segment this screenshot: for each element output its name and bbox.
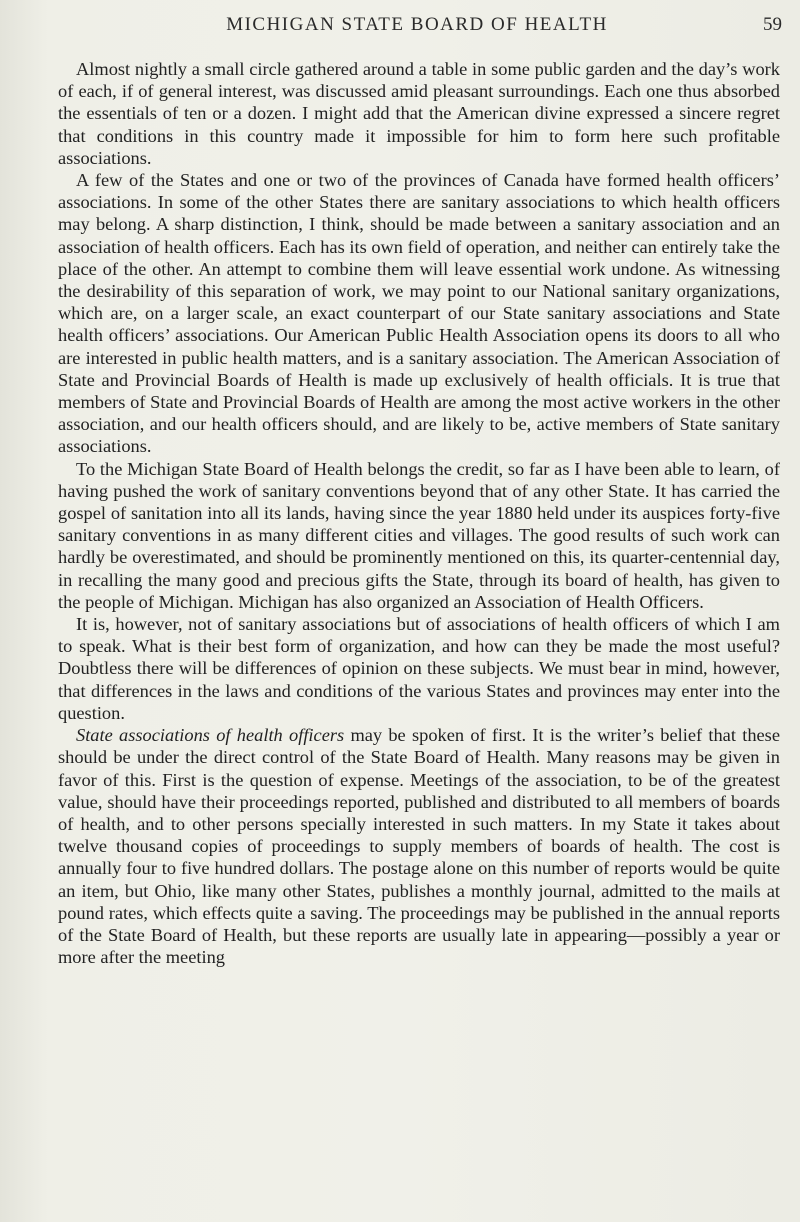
paragraph-2: A few of the States and one or two of the provinces of Canada have formed health officers’ associations. In some of the other States there are sanitary associations to which health officers may belong. A sharp distinction, I think, should be made between a sanitary association and an association of health officers. Each has its own field of operation, and neither can entirely take the place of the other. An attempt to combine them will leave essential work undone. As witnessing the desirability of this separation of work, we may point to our National sanitary organizations, which are, on a larger scale, an exact counterpart of our State sanitary associations and State health officers’ associations. Our American Public Health Association opens its doors to all who are interested in public health matters, and is a sanitary association. The American Association of State and Provincial Boards of Health is made up exclusively of health officials. It is true that members of State and Provincial Boards of Health are among the most active workers in the other association, and our health officers should, and are likely to be, active members of State sanitary associations. xyxy=(58,170,780,457)
body-text xyxy=(58,58,780,968)
paragraph-5 xyxy=(58,724,780,968)
page-number: 59 xyxy=(763,14,782,35)
italic-lead-phrase: State associations of health officers xyxy=(76,725,345,746)
page-header xyxy=(52,14,782,44)
paragraph-5-text: may be spoken of first. It is the writer’s belief that these should be under the direct control of the State Board of Health. Many reasons may be given in favor of this. First is the question of expense. Meetings of the association, to be of the greatest value, should have their proceedings reported, published and distributed to all members of boards of health, and to other persons specially interested in such matters. In my State it takes about twelve thousand copies of proceedings to supply members of boards of health. The cost is annually four to five hundred dollars. The postage alone on this number of reports would be quite an item, but Ohio, like many other States, publishes a monthly journal, admitted to the mails at pound rates, which effects quite a saving. The proceedings may be published in the annual reports of the State Board of Health, but these reports are usually late in appearing—possibly a year or more after the meeting xyxy=(58,725,780,968)
paragraph-3: To the Michigan State Board of Health belongs the credit, so far as I have been able to learn, of having pushed the work of sanitary conventions beyond that of any other State. It has carried the gospel of sanitation into all its lands, having since the year 1880 held under its auspices forty-five sanitary conventions in as many different cities and villages. The good results of such work can hardly be overestimated, and should be prominently mentioned on this, its quarter-centennial day, in recalling the many good and precious gifts the State, through its board of health, has given to the people of Michigan. Michigan has also organized an Association of Health Officers. xyxy=(58,458,780,612)
running-head: MICHIGAN STATE BOARD OF HEALTH xyxy=(226,14,608,35)
paragraph-4: It is, however, not of sanitary associations but of associations of health officers of which I am to speak. What is their best form of organization, and how can they be made the most useful? Doubtless there will be differences of opinion on these subjects. We must bear in mind, however, that differences in the laws and conditions of the various States and provinces may enter into the question. xyxy=(58,614,780,723)
paragraph-1: Almost nightly a small circle gathered around a table in some public garden and the day’s work of each, if of general interest, was discussed amid pleasant surroundings. Each one thus absorbed the essentials of ten or a dozen. I might add that the American divine expressed a sincere regret that conditions in this country made it impossible for him to form here such profitable associations. xyxy=(58,59,780,168)
